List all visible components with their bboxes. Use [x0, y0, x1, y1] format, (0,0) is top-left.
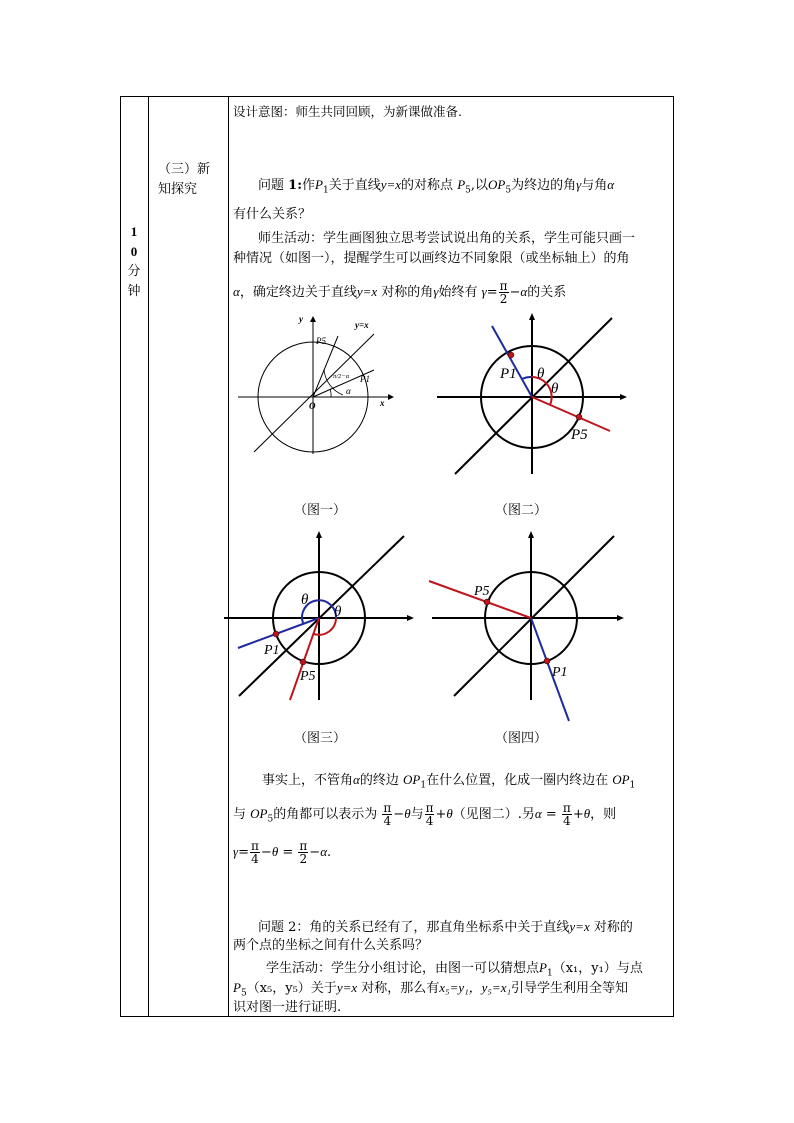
time-digit: 1 — [130, 224, 138, 239]
time-unit: 钟 — [127, 284, 141, 299]
alpha-label: α — [346, 386, 351, 396]
figure-3 — [224, 528, 424, 708]
fact-line-2: 与 $OP_5$的角都可以表示为 $\frac{\pi}{4}$ −θ与 $\frac{\pi}{4}$ +θ（见图二）.另α = $\frac{\pi}{4}$ +θ，则 — [233, 801, 617, 828]
column-divider — [148, 97, 149, 1016]
p1-label: P1 — [264, 643, 280, 658]
time-cell — [125, 222, 143, 302]
origin-label: O — [309, 401, 316, 411]
p5-label: P5 — [316, 336, 326, 346]
activity-2-line-2: $P_5(x_5$，y₅）关于y=x 对称，那么有x₅=y₁，y₅=x₁引导学生利用全等知 — [233, 980, 629, 999]
question-2-line-1: 问题 2：角的关系已经有了，那直角坐标系中关于直线y=x 对称的 — [258, 919, 633, 935]
time-unit: 分 — [127, 264, 141, 279]
p5-label: P5 — [300, 669, 316, 684]
p1-label: P1 — [500, 366, 517, 382]
p5-label: P5 — [474, 584, 490, 599]
activity-1-line-2: 种情况（如图一），提醒学生可以画终边不同象限（或坐标轴上）的角 — [233, 251, 630, 266]
question-1-line-1: 问题 1:作$P_1$关于直线y=x的对称点 $P_5$,以$OP_5$为终边的角γ与角α — [258, 177, 615, 196]
question-1-line-2: 有什么关系？ — [233, 207, 312, 222]
section-label: （三）新知探究 — [158, 162, 211, 197]
activity-1-line-1: 师生活动：学生画图独立思考尝试说出角的关系，学生可能只画一 — [258, 231, 636, 246]
figure-4 — [424, 528, 634, 728]
p5-label: P5 — [571, 427, 588, 443]
line-label: y=x — [355, 320, 369, 330]
theta-label: θ — [301, 592, 309, 608]
figure-2-caption: （图二） — [495, 503, 548, 518]
figure-4-caption: （图四） — [495, 731, 548, 746]
angle-label: π/2−α — [333, 373, 350, 380]
theta-label: θ — [537, 366, 545, 382]
figure-1-caption: （图一） — [294, 503, 347, 518]
fact-line-3: γ= $\frac{\pi}{4}$ −θ = $\frac{\pi}{2}$ −α. — [233, 839, 332, 866]
p1-label: P1 — [360, 374, 370, 384]
y-axis-label: y — [299, 314, 303, 324]
x-axis-label: x — [380, 398, 385, 408]
question-2-line-2: 两个点的坐标之间有什么关系吗？ — [233, 938, 429, 953]
design-intent: 设计意图：师生共同回顾，为新课做准备. — [233, 104, 462, 119]
activity-1-line-3: α，确定终边关于直线y=x 对称的角γ始终有 γ= $\frac{\pi}{2}$ −α的关系 — [233, 279, 567, 306]
activity-2-line-3: 识对图一进行证明. — [233, 1000, 342, 1015]
fraction-pi-over-2: $\frac{\pi}{2}$ — [499, 279, 508, 306]
theta-label: θ — [551, 381, 559, 397]
p1-label: P1 — [552, 665, 568, 680]
activity-2-line-1: 学生活动：学生分小组讨论，由图一可以猜想点$P_1(x_1$，y₁）与点 — [266, 960, 643, 979]
theta-label: θ — [334, 604, 342, 620]
time-digit: 0 — [130, 244, 138, 259]
figure-1 — [236, 312, 396, 457]
figure-3-caption: （图三） — [294, 731, 347, 746]
fact-line-1: 事实上，不管角α的终边 $OP_1$在什么位置，化成一圈内终边在 $OP_1$ — [262, 772, 636, 791]
figure-2 — [437, 312, 632, 477]
